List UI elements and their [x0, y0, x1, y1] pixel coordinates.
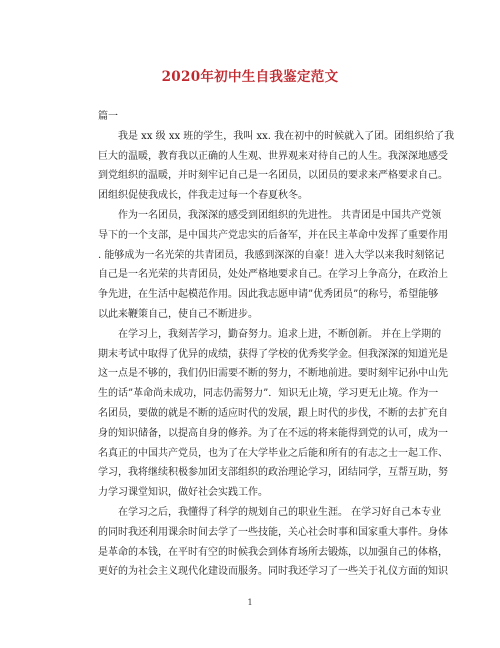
paragraph-line: 更好的为社会主义现代化建设而服务。同时我还学习了一些关于礼仪方面的知识	[98, 566, 448, 578]
paragraph-line: 我是 xx 级 xx 班的学生，我叫 xx. 我在初中的时候就入了团。团组织给了我	[118, 130, 455, 142]
paragraph-line: 导下的一个支部，是中国共产党忠实的后备军，并在民主革命中发挥了重要作用	[98, 229, 448, 241]
paragraph-line: 生的话”革命尚未成功，同志仍需努力”．知识无止境，学习更无止境。作为一	[98, 388, 439, 400]
section-label: 篇一	[98, 111, 118, 122]
paragraph-line: 巨大的温暖，教育我以正确的人生观、世界观来对待自己的人生。我深深地感受	[98, 150, 448, 162]
paragraph-line: 到党组织的温暖，并时刻牢记自己是一名团员，以团员的要求来严格要求自己。	[98, 170, 448, 182]
paragraph-line: 学习，我将继续积极参加团支部组织的政治理论学习，团结同学，互帮互助，努	[98, 467, 448, 479]
paragraph-line: 在学习上，我刻苦学习，勤奋努力。追求上进，不断创新。 并在上学期的	[118, 328, 442, 340]
page-number: 1	[247, 598, 253, 607]
document-body	[98, 107, 455, 582]
paragraph-line: 自己是一名光荣的共青团员，处处严格地要求自己。在学习上争高分，在政治上	[98, 269, 448, 281]
document-title: 2020年初中生自我鉴定范文	[161, 69, 339, 85]
paragraph-line: 在学习之后，我懂得了科学的规划自己的职业生涯。 在学习好自己本专业	[118, 506, 442, 518]
paragraph-line: 是革命的本钱，在平时有空的时候我会到体育场所去锻炼，以加强自己的体格，	[98, 546, 448, 558]
paragraph-line: 团组织促使我成长，伴我走过每一个春夏秋冬。	[98, 190, 308, 202]
paragraph-line: 力学习课堂知识，做好社会实践工作。	[98, 487, 268, 499]
paragraph-line: 名团员，要做的就是不断的适应时代的发展，跟上时代的步伐，不断的去扩充自	[98, 407, 448, 419]
paragraph-line: 期末考试中取得了优异的成绩，获得了学校的优秀奖学金。但我深深的知道光是	[98, 348, 448, 360]
paragraph-line: 作为一名团员，我深深的感受到团组织的先进性。 共青团是中国共产党领	[118, 209, 442, 221]
paragraph-line: 争先进，在生活中起模范作用。因此我志愿申请”优秀团员”的称号，希望能够	[98, 289, 439, 301]
paragraph-line: 的同时我还利用课余时间去学了一些技能，关心社会时事和国家重大事件。身体	[98, 526, 448, 538]
paragraph-line: 这一点是不够的，我们仍旧需要不断的努力，不断地前进。要时刻牢记孙中山先	[98, 368, 448, 380]
paragraph-line: 名真正的中国共产党员，也为了在大学毕业之后能和所有的有志之士一起工作、	[98, 447, 448, 459]
paragraph-line: 以此来鞭策自己，使自己不断进步。	[98, 308, 258, 320]
paragraph-line: 身的知识储备，以提高自身的修养。为了在不远的将来能得到党的认可，成为一	[98, 427, 448, 439]
paragraph-line: . 能够成为一名光荣的共青团员，我感到深深的自豪！进入大学以来我时刻铭记	[98, 249, 445, 261]
